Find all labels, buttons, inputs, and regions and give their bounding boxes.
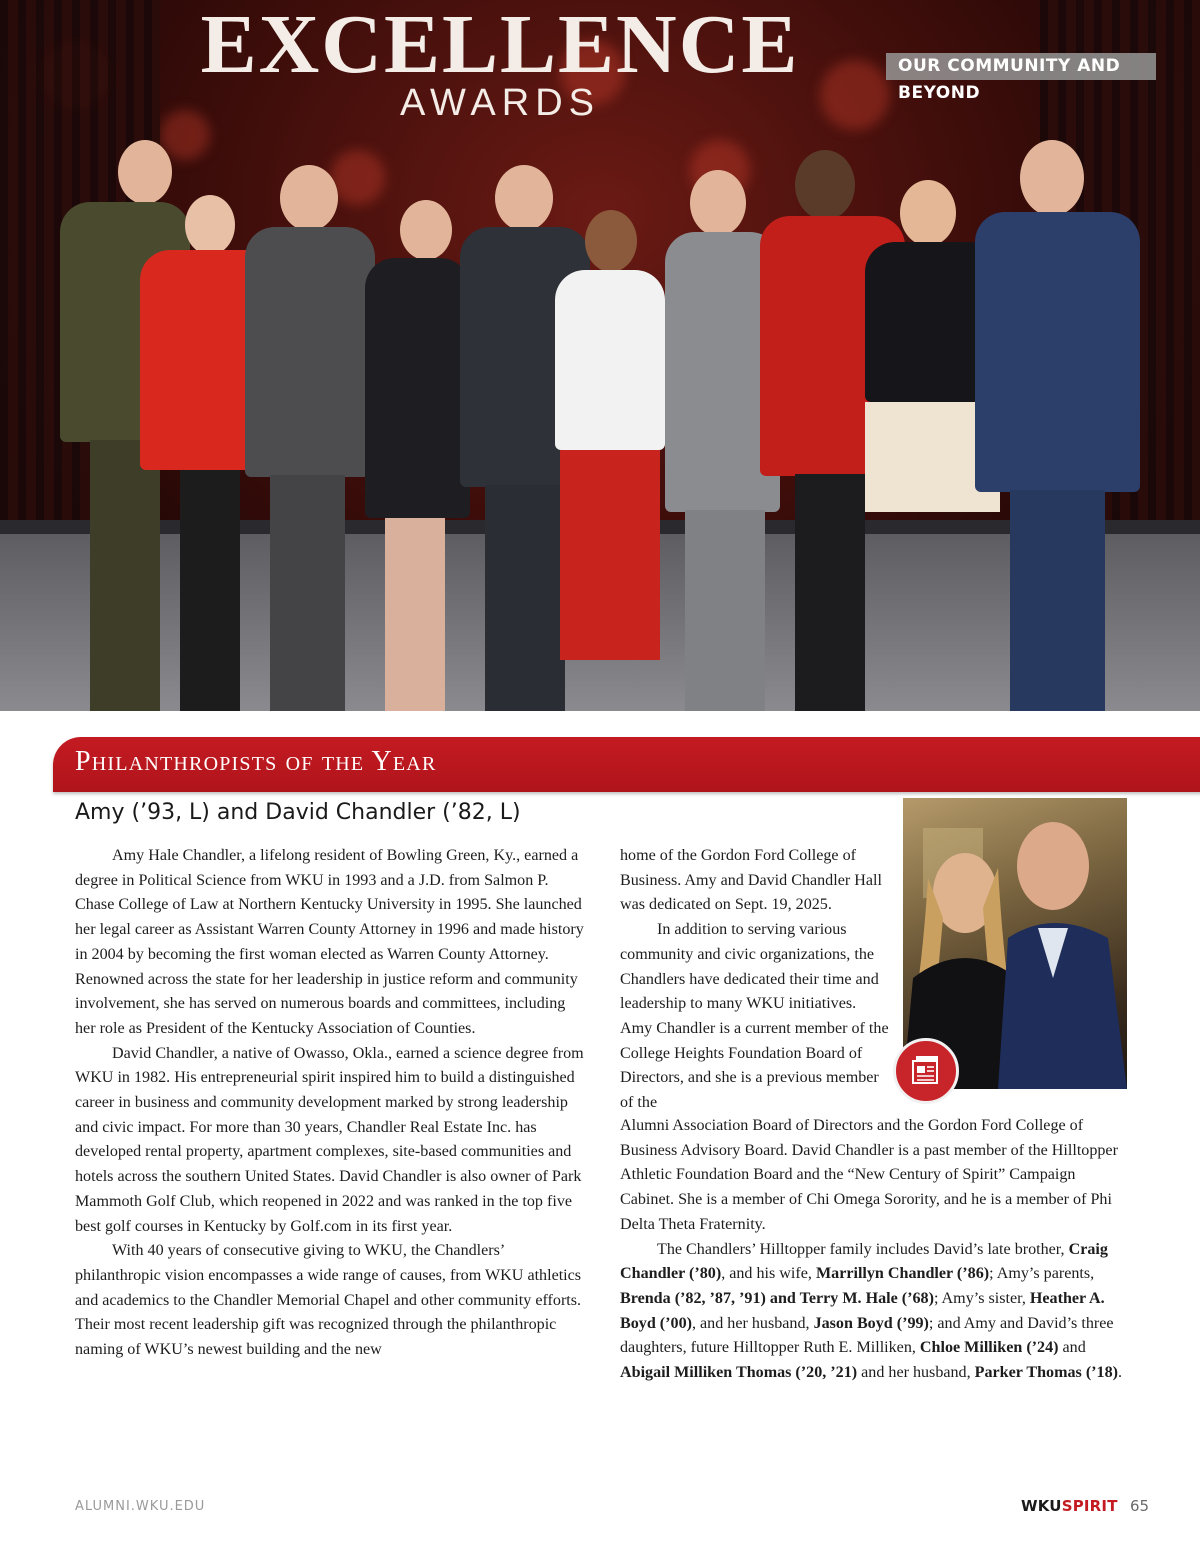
- article-subhead: Amy (’93, L) and David Chandler (’82, L): [75, 800, 521, 825]
- section-tag: OUR COMMUNITY AND BEYOND: [886, 53, 1156, 80]
- paragraph-giving: With 40 years of consecutive giving to WKU, the Chandlers’ philanthropic vision encompasses a wide range of causes, from WKU athletics and academics to the Chandler Memorial Chapel and other community efforts. Their most recent leadership gift was recognized through the philanthropic naming of WKU’s newest building and the new: [75, 1242, 582, 1359]
- name-heather: Heather A. Boyd (’00): [620, 1289, 1105, 1332]
- page-number: 65: [1130, 1497, 1150, 1515]
- sign-title: EXCELLENCE: [200, 0, 800, 91]
- banner-title: Philanthropists of the Year: [75, 746, 437, 777]
- name-abigail: Abigail Milliken Thomas (’20, ’21): [620, 1364, 858, 1382]
- name-chloe: Chloe Milliken (’24): [919, 1339, 1059, 1357]
- article-column-2-wide: [620, 1114, 1130, 1386]
- paragraph-family: The Chandlers’ Hilltopper family includes David’s late brother, Craig Chandler (’80), and his wife, Marrillyn Chandler (’86); Amy’s parents, Brenda (’82, ’87, ’91) and Terry M. Hale (’68); Amy’s sister, Heather A. Boyd (’00), and her husband, Jason Boyd (’99); and Amy and David’s three daughters, future Hilltopper Ruth E. Milliken, Chloe Milliken (’24) and Abigail Milliken Thomas (’20, ’21) and her husband, Parker Thomas (’18).: [620, 1240, 1123, 1382]
- article-column-1: [75, 844, 587, 1363]
- paragraph-service-cont: Alumni Association Board of Directors and the Gordon Ford College of Business Advisory Board. David Chandler is a past member of the Hilltopper Athletic Foundation Board and the “New Century of Spirit” Campaign Cabinet. She is a member of Chi Omega Sorority, and he is a member of Phi Delta Theta Fraternity.: [620, 1117, 1118, 1233]
- newspaper-icon: [909, 1054, 943, 1088]
- footer-brand: WKUSPIRIT: [1021, 1497, 1118, 1515]
- name-craig: Craig Chandler (’80): [620, 1240, 1108, 1283]
- news-badge: [893, 1038, 959, 1104]
- article-column-2: [620, 844, 890, 1116]
- paragraph-service: In addition to serving various community and civic organizations, the Chandlers have dedicated their time and leadership to many WKU initiatives. Amy Chandler is a current member of the College Heights Foundation Board of Directors, and she is a previous member of the: [620, 921, 889, 1112]
- name-jason: Jason Boyd (’99): [813, 1314, 929, 1332]
- name-marrillyn: Marrillyn Chandler (’86): [815, 1265, 990, 1283]
- name-parker: Parker Thomas (’18): [974, 1364, 1118, 1382]
- paragraph-hall: home of the Gordon Ford College of Business. Amy and David Chandler Hall was dedicated on Sept. 19, 2025.: [620, 847, 882, 914]
- footer-url[interactable]: ALUMNI.WKU.EDU: [75, 1499, 206, 1514]
- sign-subtitle: AWARDS: [400, 82, 600, 124]
- paragraph-amy: Amy Hale Chandler, a lifelong resident of Bowling Green, Ky., earned a degree in Political Science from WKU in 1993 and a J.D. from Salmon P. Chase College of Law at Northern Kentucky University in 1995. She launched her legal career as Assistant Warren County Attorney in 1996 and made history in 2004 by becoming the first woman elected as Warren County Attorney. Renowned across the state for her leadership in justice reform and community involvement, she has served on numerous boards and committees, including her role as President of the Kentucky Association of Counties.: [75, 847, 584, 1037]
- group-of-honorees: [0, 0, 1200, 711]
- paragraph-david: David Chandler, a native of Owasso, Okla., earned a science degree from WKU in 1982. His entrepreneurial spirit inspired him to build a distinguished career in business and community development marked by strong leadership and civic impact. For more than 30 years, Chandler Real Estate Inc. has developed rental property, apartment complexes, site-based communities and hotels across the southern United States. David Chandler is also owner of Park Mammoth Golf Club, which reopened in 2022 and was ranked in the top five best golf courses in Kentucky by Golf.com in its first year.: [75, 1044, 584, 1235]
- name-hale: Brenda (’82, ’87, ’91) and Terry M. Hale (’68): [620, 1289, 934, 1307]
- hero-photo: [0, 0, 1200, 711]
